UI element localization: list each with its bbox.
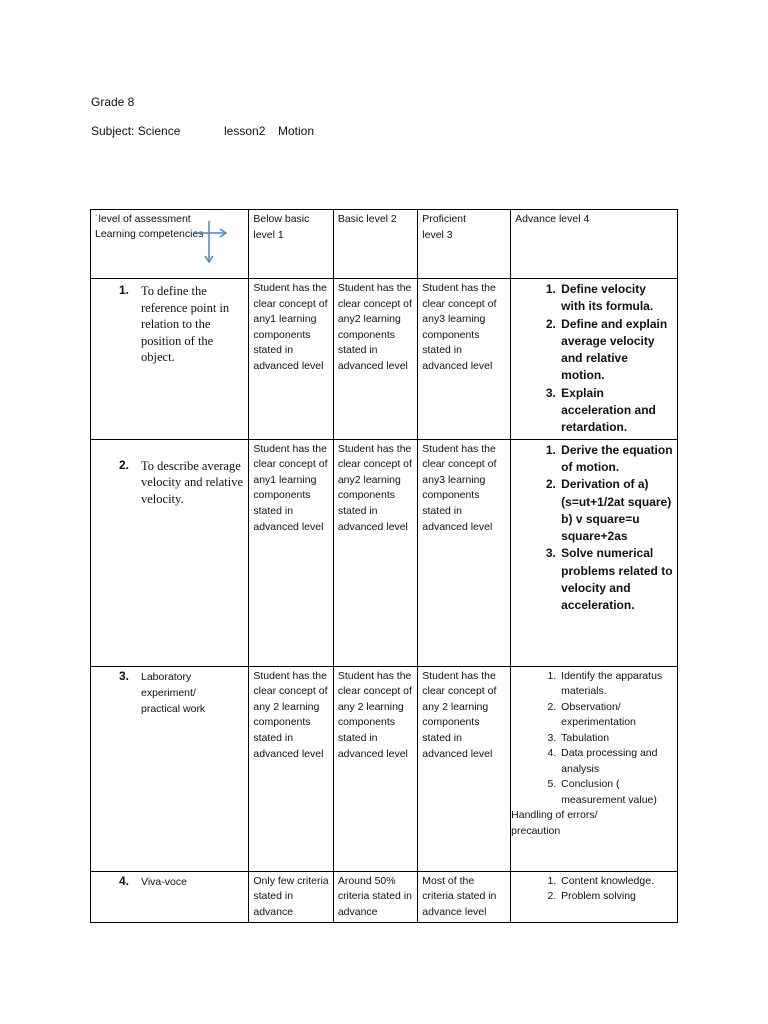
advance-cell: [511, 439, 692, 666]
level-header-basic: Basic level 2: [333, 210, 417, 279]
list-item: 5. Conclusion ( measurement value): [559, 777, 673, 808]
list-item: 2. Problem solving: [559, 889, 673, 905]
basic-cell: Student has the clear concept of any2 learning components stated in advanced level: [333, 279, 417, 440]
table-row: [91, 279, 678, 440]
advance-criteria-list: [515, 669, 673, 809]
competency-cell: [91, 439, 249, 666]
table-row: [91, 666, 678, 871]
proficient-cell: Student has the clear concept of any3 learning components stated in advanced level: [418, 279, 511, 440]
advance-cell: [511, 871, 678, 923]
advance-criteria-list: [515, 442, 692, 615]
row-number: 3.: [119, 668, 130, 683]
competency-cell: [91, 279, 249, 440]
below-basic-cell: Only few criteria stated in advance: [249, 871, 333, 923]
advance-criteria-list: [515, 874, 673, 905]
list-item: 3. Explain acceleration and retardation.: [559, 385, 673, 437]
competency-cell: [91, 666, 249, 871]
topic-label: Motion: [278, 124, 315, 138]
list-item: 4. Data processing and analysis: [559, 746, 673, 777]
basic-cell: Student has the clear concept of any 2 learning components stated in advanced level: [333, 666, 417, 871]
basic-cell: Student has the clear concept of any2 learning components stated in advanced level: [333, 439, 417, 666]
below-basic-cell: Student has the clear concept of any 2 learning components stated in advanced level: [249, 666, 333, 871]
learning-competencies-label: Learning competencies: [95, 228, 204, 240]
list-item: 1. Identify the apparatus materials.: [559, 669, 673, 700]
competency-cell: [91, 871, 249, 923]
table-row: [91, 871, 678, 923]
competency-text: Viva-voce: [141, 875, 187, 888]
advance-note: Handling of errors/ precaution: [511, 809, 598, 837]
basic-cell: Around 50% criteria stated in advance: [333, 871, 417, 923]
level-header-advance: Advance level 4: [511, 210, 678, 279]
list-item: 3. Tabulation: [559, 731, 673, 747]
proficient-cell: Most of the criteria stated in advance level: [418, 871, 511, 923]
lesson-label: lesson2: [224, 124, 266, 138]
list-item: 2. Define and explain average velocity and relative motion.: [559, 316, 673, 385]
subject-line: [91, 124, 314, 138]
corner-header-cell: [91, 210, 249, 279]
assessment-rubric-table: [90, 209, 692, 923]
competency-text: Laboratory experiment/ practical work: [141, 670, 206, 715]
competency-text: To define the reference point in relation to the position of the object.: [141, 284, 230, 364]
list-item: 1. Define velocity with its formula.: [559, 281, 673, 316]
list-item: 3. Solve numerical problems related to velocity and acceleration.: [559, 545, 673, 614]
table-row: [91, 439, 678, 666]
advance-cell: [511, 666, 678, 871]
assessment-level-label: ˙level of assessment: [95, 213, 191, 225]
list-item: 1. Content knowledge.: [559, 874, 673, 890]
crossed-arrows-icon: [191, 213, 231, 265]
proficient-cell: Student has the clear concept of any 2 learning components stated in advanced level: [418, 666, 511, 871]
table-header-row: [91, 210, 678, 279]
subject-label: Subject: Science: [91, 124, 181, 138]
proficient-cell: Student has the clear concept of any3 learning components stated in advanced level: [418, 439, 511, 666]
level-header-below-basic: Below basic level 1: [249, 210, 333, 279]
row-number: 4.: [119, 873, 130, 888]
below-basic-cell: Student has the clear concept of any1 learning components stated in advanced level: [249, 279, 333, 440]
list-item: 1. Derive the equation of motion.: [559, 442, 673, 477]
row-number: 2.: [119, 457, 130, 472]
grade-heading: Grade 8: [91, 95, 135, 109]
below-basic-cell: Student has the clear concept of any1 learning components stated in advanced level: [249, 439, 333, 666]
list-item: 2. Observation/ experimentation: [559, 700, 673, 731]
advance-cell: [511, 279, 678, 440]
row-number: 1.: [119, 283, 130, 297]
advance-criteria-list: [515, 281, 673, 437]
level-header-proficient: Proficient level 3: [418, 210, 511, 279]
list-item: 2. Derivation of a) (s=ut+1/2at square) b) v square=u square+2as: [559, 476, 673, 545]
competency-text: To describe average velocity and relative velocity.: [141, 458, 244, 506]
